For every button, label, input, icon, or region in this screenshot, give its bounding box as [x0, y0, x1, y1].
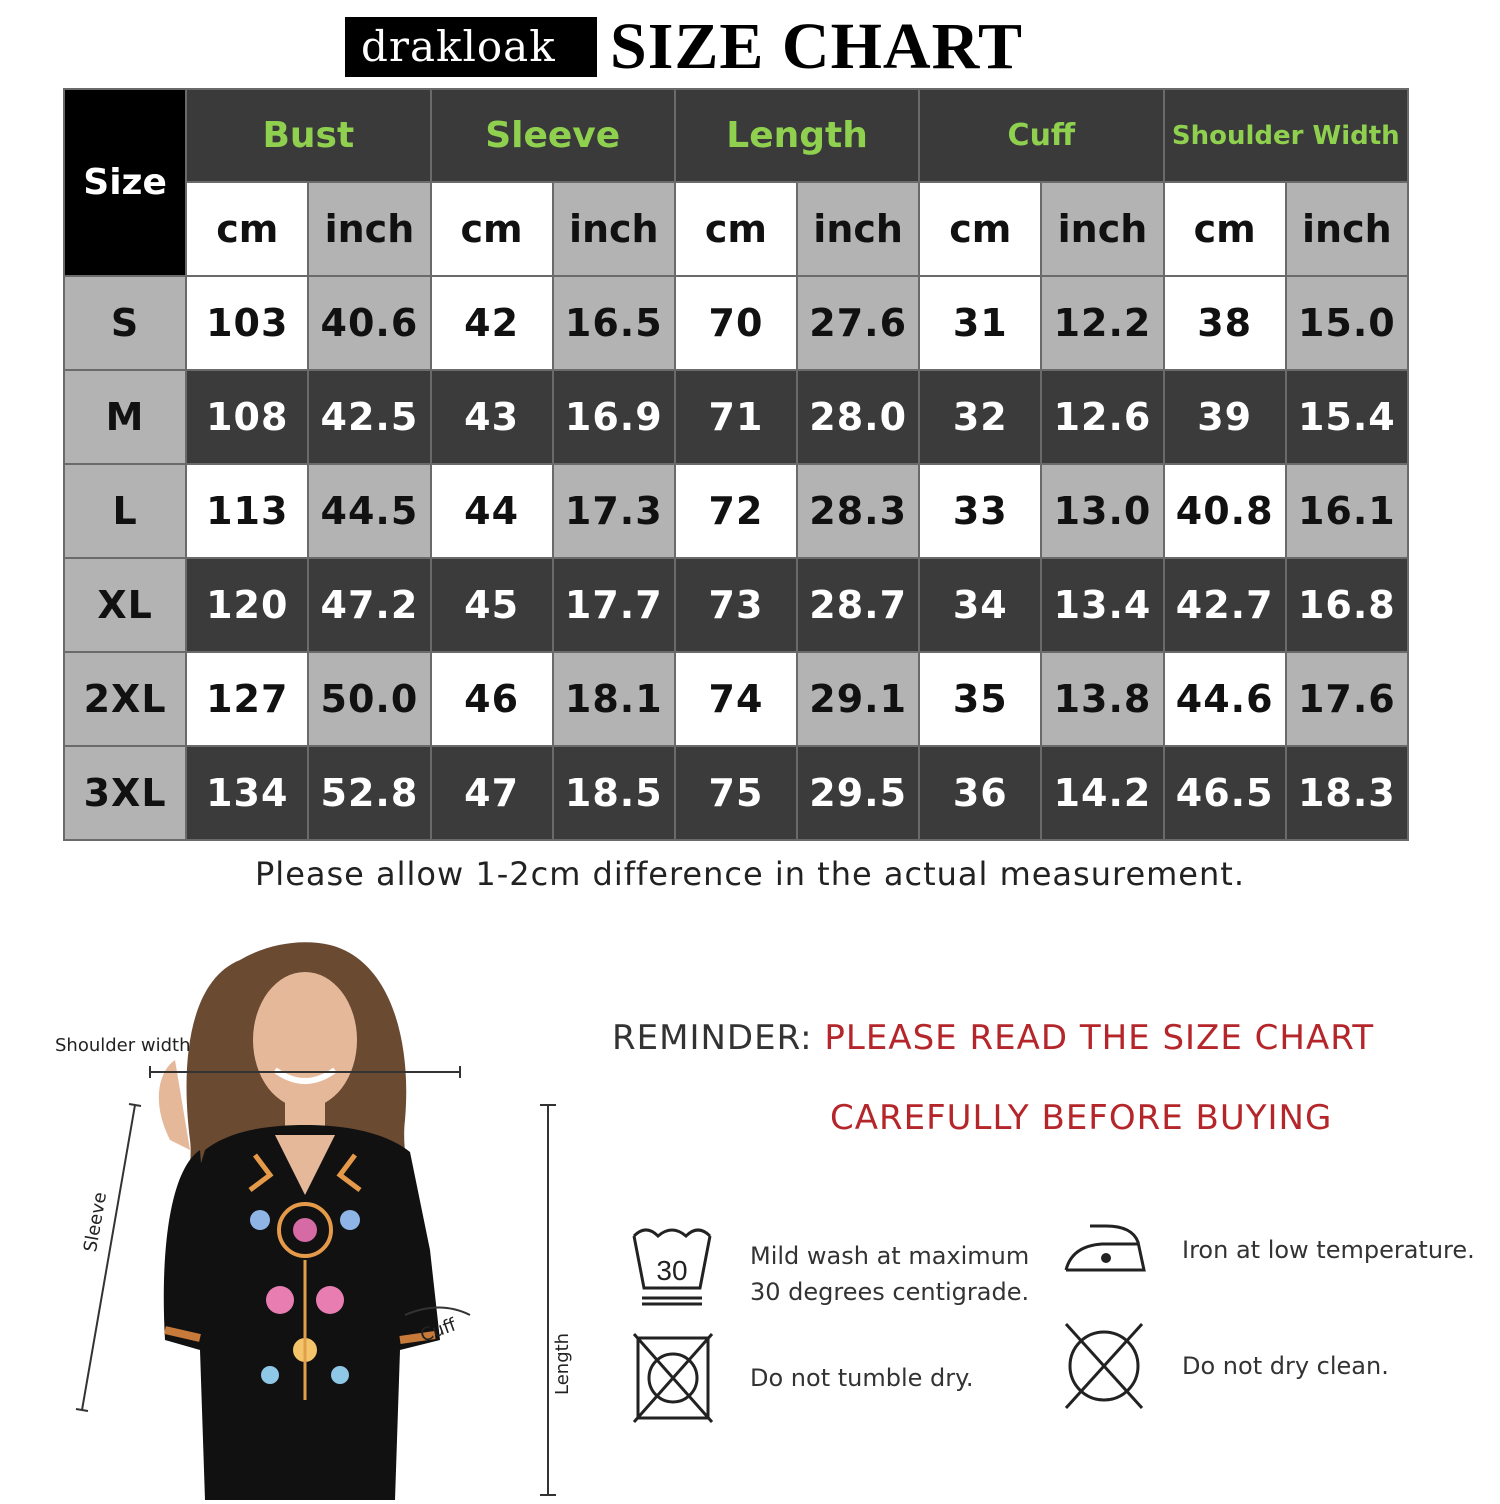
wash-line1: Mild wash at maximum [750, 1242, 1030, 1270]
table-cell: 103 [186, 276, 308, 370]
table-cell: 44.6 [1164, 652, 1286, 746]
unit-cm: cm [919, 182, 1041, 276]
table-cell: 16.8 [1286, 558, 1408, 652]
no-dry-clean-icon [1062, 1320, 1146, 1412]
reminder-line2: CAREFULLY BEFORE BUYING [830, 1098, 1333, 1138]
table-cell: 28.3 [797, 464, 919, 558]
table-row [64, 276, 1408, 370]
table-cell: 31 [919, 276, 1041, 370]
table-cell: 17.3 [553, 464, 675, 558]
table-cell: 36 [919, 746, 1041, 840]
table-cell: 18.3 [1286, 746, 1408, 840]
wash-instruction [750, 1238, 1029, 1310]
table-cell: 42.5 [308, 370, 430, 464]
table-cell: 74 [675, 652, 797, 746]
table-cell: 32 [919, 370, 1041, 464]
table-cell: 34 [919, 558, 1041, 652]
table-cell: 44 [431, 464, 553, 558]
length-header: Length [675, 89, 919, 182]
table-cell: 75 [675, 746, 797, 840]
table-cell: 15.0 [1286, 276, 1408, 370]
unit-inch: inch [308, 182, 430, 276]
unit-inch: inch [553, 182, 675, 276]
bust-header: Bust [186, 89, 430, 182]
unit-cm: cm [1164, 182, 1286, 276]
cuff-label: Cuff [417, 1314, 459, 1347]
table-cell: 13.8 [1041, 652, 1163, 746]
reminder-red-text: PLEASE READ THE SIZE CHART [824, 1018, 1375, 1058]
unit-inch: inch [1041, 182, 1163, 276]
sleeve-label: Sleeve [80, 1190, 112, 1254]
table-cell: 16.1 [1286, 464, 1408, 558]
table-cell: 12.6 [1041, 370, 1163, 464]
iron-instruction: Iron at low temperature. [1182, 1236, 1475, 1264]
table-cell: 35 [919, 652, 1041, 746]
table-cell: 44.5 [308, 464, 430, 558]
table-cell: 42 [431, 276, 553, 370]
table-cell: 39 [1164, 370, 1286, 464]
unit-cm: cm [675, 182, 797, 276]
table-cell: 17.7 [553, 558, 675, 652]
iron-low-icon [1062, 1222, 1148, 1276]
size-label: XL [64, 558, 186, 652]
size-label: L [64, 464, 186, 558]
size-label: 2XL [64, 652, 186, 746]
brand-logo: drakloak [345, 17, 597, 77]
table-row [64, 746, 1408, 840]
table-cell: 42.7 [1164, 558, 1286, 652]
table-cell: 16.9 [553, 370, 675, 464]
table-cell: 33 [919, 464, 1041, 558]
table-cell: 40.8 [1164, 464, 1286, 558]
shoulder-width-header: Shoulder Width [1164, 89, 1408, 182]
table-row [64, 652, 1408, 746]
model-figure [40, 920, 570, 1500]
table-cell: 29.5 [797, 746, 919, 840]
sleeve-line [82, 1105, 135, 1410]
page-title: SIZE CHART [610, 10, 1023, 83]
table-cell: 134 [186, 746, 308, 840]
table-cell: 73 [675, 558, 797, 652]
table-cell: 17.6 [1286, 652, 1408, 746]
size-label: S [64, 276, 186, 370]
table-cell: 27.6 [797, 276, 919, 370]
table-cell: 50.0 [308, 652, 430, 746]
table-cell: 70 [675, 276, 797, 370]
table-cell: 71 [675, 370, 797, 464]
size-column-header: Size [64, 89, 186, 276]
table-cell: 12.2 [1041, 276, 1163, 370]
table-cell: 127 [186, 652, 308, 746]
table-cell: 14.2 [1041, 746, 1163, 840]
table-cell: 28.0 [797, 370, 919, 464]
table-row [64, 558, 1408, 652]
unit-inch: inch [1286, 182, 1408, 276]
table-cell: 47 [431, 746, 553, 840]
table-cell: 18.1 [553, 652, 675, 746]
reminder-line1 [612, 1018, 1374, 1058]
length-label: Length [552, 1332, 573, 1395]
table-cell: 40.6 [308, 276, 430, 370]
table-cell: 16.5 [553, 276, 675, 370]
table-cell: 29.1 [797, 652, 919, 746]
sleeve-header: Sleeve [431, 89, 675, 182]
unit-cm: cm [186, 182, 308, 276]
shoulder-width-label: Shoulder width [55, 1035, 191, 1056]
table-cell: 43 [431, 370, 553, 464]
dryclean-instruction: Do not dry clean. [1182, 1352, 1389, 1380]
table-cell: 52.8 [308, 746, 430, 840]
table-cell: 72 [675, 464, 797, 558]
table-cell: 13.4 [1041, 558, 1163, 652]
reminder-prefix: REMINDER: [612, 1018, 825, 1058]
tumble-instruction: Do not tumble dry. [750, 1364, 974, 1392]
table-cell: 108 [186, 370, 308, 464]
table-cell: 28.7 [797, 558, 919, 652]
table-cell: 18.5 [553, 746, 675, 840]
wash-temp: 30 [656, 1255, 688, 1286]
table-row [64, 370, 1408, 464]
measurement-note: Please allow 1-2cm difference in the actual measurement. [255, 855, 1245, 893]
table-cell: 46 [431, 652, 553, 746]
table-cell: 45 [431, 558, 553, 652]
table-cell: 113 [186, 464, 308, 558]
table-cell: 120 [186, 558, 308, 652]
wash-30-icon [630, 1218, 714, 1306]
table-cell: 13.0 [1041, 464, 1163, 558]
unit-inch: inch [797, 182, 919, 276]
size-label: M [64, 370, 186, 464]
table-cell: 46.5 [1164, 746, 1286, 840]
unit-cm: cm [431, 182, 553, 276]
cuff-header: Cuff [919, 89, 1163, 182]
size-label: 3XL [64, 746, 186, 840]
table-cell: 47.2 [308, 558, 430, 652]
table-cell: 15.4 [1286, 370, 1408, 464]
model-illustration [40, 920, 573, 1500]
no-tumble-dry-icon [632, 1330, 714, 1426]
size-table [63, 88, 1409, 841]
wash-line2: 30 degrees centigrade. [750, 1278, 1030, 1306]
table-row [64, 464, 1408, 558]
table-cell: 38 [1164, 276, 1286, 370]
